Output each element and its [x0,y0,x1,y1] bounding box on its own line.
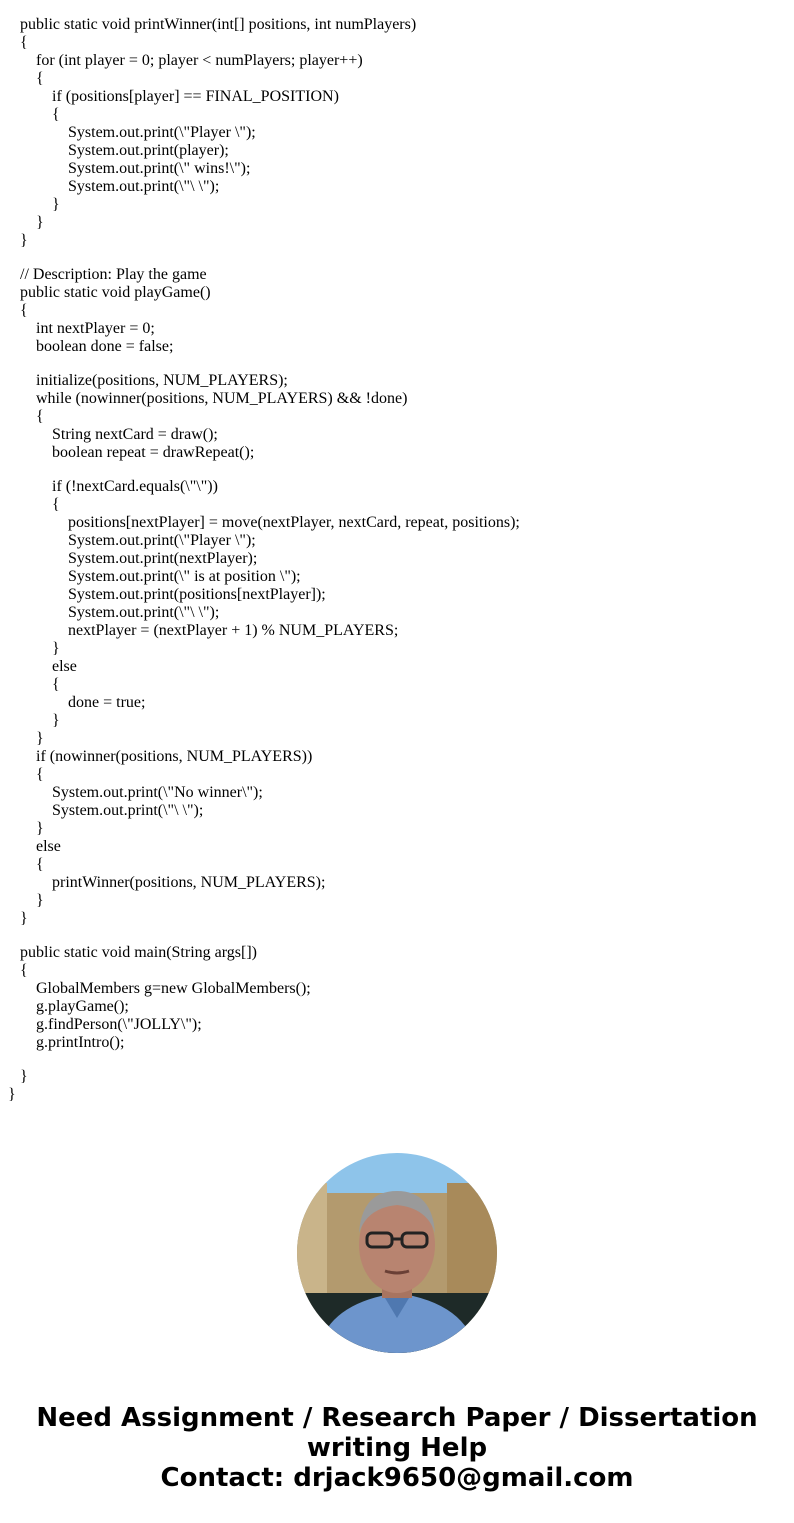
code-line: public static void playGame() [20,284,211,301]
code-line: } [20,910,28,927]
code-line: if (nowinner(positions, NUM_PLAYERS)) [36,748,313,765]
code-line: } [20,232,28,249]
code-line: } [52,712,60,729]
code-line: g.findPerson(\"JOLLY\"); [36,1016,202,1033]
code-line: public static void printWinner(int[] positions, int numPlayers) [20,16,417,33]
code-line: for (int player = 0; player < numPlayers; player++) [36,52,363,69]
code-line: String nextCard = draw(); [52,426,218,443]
code-line: if (!nextCard.equals(\"\")) [52,478,218,495]
code-line: boolean done = false; [36,338,174,355]
code-line: { [20,962,28,979]
code-line: System.out.print(\"No winner\"); [52,784,263,801]
blank-line [8,356,520,372]
code-line: { [36,70,44,87]
code-line: { [20,34,28,51]
code-line: } [36,892,44,909]
code-line: // Description: Play the game [20,266,207,283]
code-line: System.out.print(\"Player \"); [68,124,256,141]
code-line: { [52,496,60,513]
code-line: } [36,730,44,747]
code-block [8,16,520,1104]
code-line: while (nowinner(positions, NUM_PLAYERS) && !done) [36,390,408,407]
code-line: } [36,214,44,231]
code-line: System.out.print(\"\ \"); [68,178,220,195]
code-line: } [52,196,60,213]
code-line: System.out.print(positions[nextPlayer]); [68,586,326,603]
code-line: } [8,1086,16,1103]
code-line: { [36,766,44,783]
code-line: public static void main(String args[]) [20,944,257,961]
code-line: { [36,408,44,425]
code-line: System.out.print(\" wins!\"); [68,160,251,177]
blank-line [8,928,520,944]
code-line: g.printIntro(); [36,1034,125,1051]
code-line: System.out.print(\"Player \"); [68,532,256,549]
code-line: else [52,658,77,675]
code-line: System.out.print(\" is at position \"); [68,568,301,585]
code-line: if (positions[player] == FINAL_POSITION) [52,88,339,105]
code-line: GlobalMembers g=new GlobalMembers(); [36,980,311,997]
code-line: else [36,838,61,855]
code-line: { [36,856,44,873]
code-line: boolean repeat = drawRepeat(); [52,444,255,461]
code-line: } [20,1068,28,1085]
blank-line [8,462,520,478]
blank-line [8,250,520,266]
author-avatar [297,1153,497,1353]
code-line: { [20,302,28,319]
code-line: done = true; [68,694,146,711]
code-line: System.out.print(player); [68,142,229,159]
code-line: { [52,106,60,123]
footer-line-2: writing Help [306,1433,488,1463]
code-line: g.playGame(); [36,998,129,1015]
code-line: printWinner(positions, NUM_PLAYERS); [52,874,326,891]
code-line: { [52,676,60,693]
code-line: positions[nextPlayer] = move(nextPlayer, nextCard, repeat, positions); [68,514,520,531]
code-line: System.out.print(\"\ \"); [52,802,204,819]
footer-line-1: Need Assignment / Research Paper / Dissertation [36,1403,758,1433]
blank-line [8,1052,520,1068]
code-line: } [36,820,44,837]
code-line: int nextPlayer = 0; [36,320,155,337]
footer-contact: Contact: drjack9650@gmail.com [160,1463,634,1493]
code-line: nextPlayer = (nextPlayer + 1) % NUM_PLAYERS; [68,622,399,639]
code-line: System.out.print(\"\ \"); [68,604,220,621]
contact-banner [0,1403,794,1493]
code-line: System.out.print(nextPlayer); [68,550,258,567]
code-line: } [52,640,60,657]
code-line: initialize(positions, NUM_PLAYERS); [36,372,288,389]
